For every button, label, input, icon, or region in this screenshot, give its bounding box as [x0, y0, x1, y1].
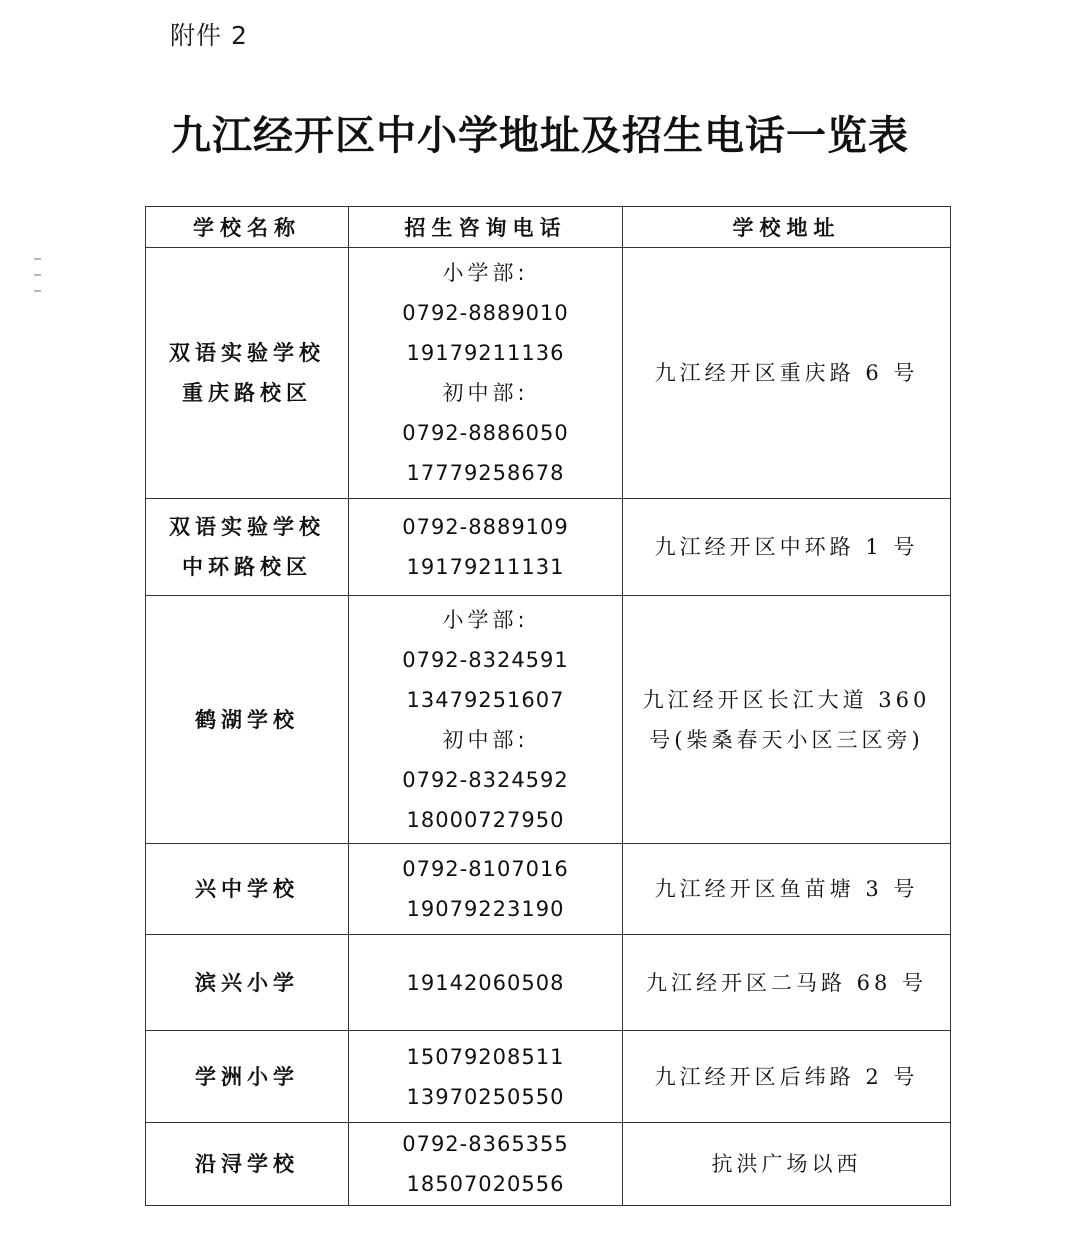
address-cell [623, 1123, 951, 1206]
table-row [146, 844, 951, 935]
phone-number: 17779258678 [406, 461, 565, 485]
school-name-cell [146, 1123, 349, 1206]
table-row [146, 1123, 951, 1206]
phone-number: 0792-8324591 [402, 647, 569, 672]
school-name-line: 鹤湖学校 [195, 706, 299, 732]
phone-cell [349, 1031, 623, 1123]
school-name-cell [146, 1031, 349, 1123]
phone-number: 13479251607 [406, 687, 565, 712]
phone-number: 0792-8886050 [402, 421, 569, 445]
phone-cell [349, 1123, 623, 1206]
page-title: 九江经开区中小学地址及招生电话一览表 [171, 112, 909, 159]
school-name-cell [146, 596, 349, 844]
phone-number: 0792-8324592 [402, 767, 569, 792]
phone-cell [349, 844, 623, 935]
school-name-line: 沿浔学校 [195, 1151, 299, 1176]
address-line: 号(柴桑春天小区三区旁) [649, 727, 924, 752]
phone-number: 19179211136 [406, 341, 565, 365]
phone-number: 13970250550 [406, 1084, 565, 1109]
school-name-line: 中环路校区 [182, 554, 312, 579]
header-school-name: 学校名称 [146, 207, 349, 248]
section-label: 小学部: [442, 261, 529, 285]
address-cell [623, 1031, 951, 1123]
address-cell [623, 844, 951, 935]
address-line: 九江经开区后纬路 2 号 [654, 1064, 919, 1089]
phone-cell [349, 596, 623, 844]
phone-number: 0792-8365355 [402, 1132, 569, 1156]
table-row [146, 248, 951, 499]
school-table [145, 206, 951, 1206]
address-line: 九江经开区重庆路 6 号 [654, 361, 919, 385]
phone-number: 0792-8889010 [402, 301, 569, 325]
address-line: 九江经开区长江大道 360 [642, 687, 931, 712]
phone-number: 18000727950 [406, 807, 565, 832]
section-label: 小学部: [442, 607, 529, 632]
school-name-line: 双语实验学校 [169, 340, 325, 365]
address-line: 抗洪广场以西 [711, 1152, 862, 1176]
address-cell [623, 248, 951, 499]
table-header-row [146, 207, 951, 248]
school-name-cell [146, 499, 349, 596]
school-name-cell [146, 935, 349, 1031]
address-line: 九江经开区中环路 1 号 [654, 535, 919, 559]
address-cell [623, 499, 951, 596]
phone-number: 19142060508 [406, 970, 565, 995]
school-name-line: 兴中学校 [195, 876, 299, 901]
section-label: 初中部: [442, 381, 529, 405]
header-address: 学校地址 [623, 207, 951, 248]
phone-cell [349, 935, 623, 1031]
school-name-line: 学洲小学 [195, 1063, 299, 1089]
phone-number: 0792-8889109 [402, 515, 569, 539]
address-cell [623, 935, 951, 1031]
school-name-line: 滨兴小学 [195, 969, 299, 995]
address-line: 九江经开区鱼苗塘 3 号 [654, 877, 919, 901]
table-row [146, 596, 951, 844]
scan-mark [34, 274, 41, 276]
phone-number: 15079208511 [406, 1044, 565, 1069]
school-name-line: 双语实验学校 [169, 514, 325, 539]
school-name-line: 重庆路校区 [182, 380, 312, 405]
section-label: 初中部: [442, 727, 529, 752]
phone-number: 19179211131 [406, 555, 565, 579]
phone-number: 0792-8107016 [402, 857, 569, 881]
address-cell [623, 596, 951, 844]
phone-cell [349, 248, 623, 499]
table-row [146, 935, 951, 1031]
table-row [146, 1031, 951, 1123]
scan-marks [34, 258, 41, 306]
phone-number: 18507020556 [406, 1172, 565, 1196]
phone-number: 19079223190 [406, 897, 565, 921]
scan-mark [34, 258, 41, 260]
annex-label: 附件 2 [170, 21, 248, 50]
phone-cell [349, 499, 623, 596]
header-phone: 招生咨询电话 [349, 207, 623, 248]
school-name-cell [146, 844, 349, 935]
table-row [146, 499, 951, 596]
scan-mark [34, 290, 41, 292]
school-name-cell [146, 248, 349, 499]
address-line: 九江经开区二马路 68 号 [645, 970, 928, 995]
